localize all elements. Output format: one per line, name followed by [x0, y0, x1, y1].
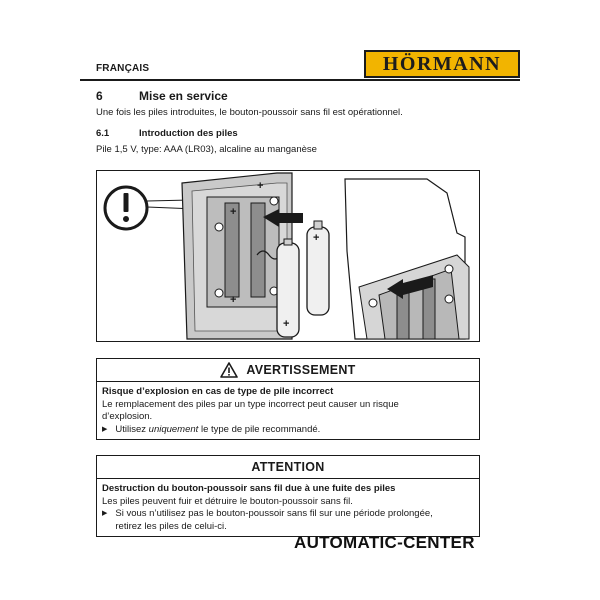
attention-bullet-line1: Si vous n’utilisez pas le bouton-poussoir sans fil sur une période prolongée, [115, 508, 433, 519]
warning-box [96, 358, 480, 440]
svg-text:+: + [313, 232, 320, 244]
warning-body [97, 382, 479, 439]
warning-header [97, 359, 479, 382]
attention-heading: Destruction du bouton-poussoir sans fil due à une fuite des piles [102, 483, 396, 494]
attention-box [96, 455, 480, 537]
section-number: 6 [96, 89, 103, 103]
svg-text:+: + [257, 180, 264, 192]
svg-text:+: + [230, 206, 237, 218]
bullet-arrow-icon: ▶ [102, 425, 108, 433]
warning-text-line2: d’explosion. [102, 411, 153, 422]
logo-text: HÖRMANN [382, 52, 502, 75]
attention-body [97, 479, 479, 536]
section-intro: Une fois les piles introduites, le bouton-poussoir sans fil est opérationnel. [96, 107, 403, 118]
attention-text-line1: Les piles peuvent fuir et détruire le bouton-poussoir sans fil. [102, 495, 353, 507]
battery-spec: Pile 1,5 V, type: AAA (LR03), alcaline au manganèse [96, 144, 317, 155]
battery-illustration [97, 171, 478, 340]
attention-title: ATTENTION [251, 460, 325, 474]
remote-housing-left [182, 173, 292, 339]
section-title: Mise en service [139, 89, 228, 103]
header-rule [80, 79, 520, 81]
remote-housing-right [345, 179, 469, 339]
warning-triangle-icon [220, 362, 238, 378]
battery-installation-figure [96, 170, 480, 342]
attention-bullet [102, 508, 474, 533]
battery-aaa-1 [277, 239, 299, 337]
warning-heading: Risque d’explosion en cas de type de pile incorrect [102, 386, 334, 397]
svg-text:+: + [230, 294, 237, 306]
battery-aaa-2 [307, 221, 329, 315]
attention-bullet-line2: retirez les piles de celui-ci. [115, 520, 227, 532]
warning-text-line1: Le remplacement des piles par un type incorrect peut causer un risque [102, 398, 399, 410]
subsection-title: Introduction des piles [139, 128, 238, 139]
automatic-center-watermark: AUTOMATIC-CENTER [294, 533, 475, 552]
svg-text:+: + [283, 318, 290, 330]
language-label: FRANÇAIS [96, 63, 150, 74]
warning-title: AVERTISSEMENT [246, 363, 356, 377]
warning-bullet-emphasis: uniquement [148, 423, 199, 435]
hormann-logo [364, 50, 520, 78]
attention-header [97, 456, 479, 479]
warning-bullet-prefix: Utilisez [115, 423, 149, 435]
warning-bullet [102, 424, 474, 437]
caution-icon [105, 187, 147, 229]
warning-bullet-suffix: le type de pile recommandé. [198, 423, 321, 435]
subsection-number: 6.1 [96, 128, 110, 139]
bullet-arrow-icon: ▶ [102, 510, 108, 517]
